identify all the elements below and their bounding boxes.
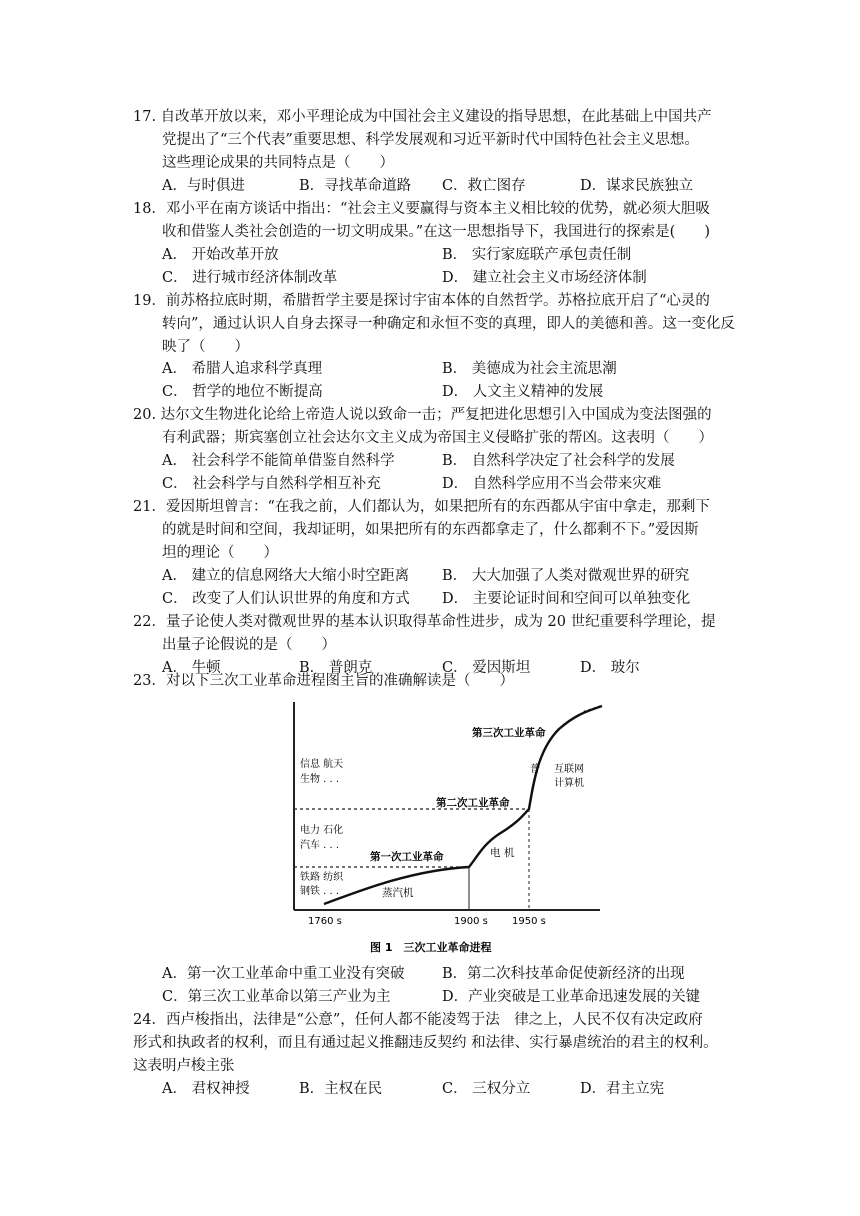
left-label-third-2: 生物 . . . [300,774,340,785]
q22-option-c: C． 爱因斯坦 [442,660,531,676]
q24-option-b: B．主权在民 [299,1081,383,1097]
q19-option-b: B． 美德成为社会主流思潮 [442,361,617,377]
q19-option-c: C． 哲学的地位不断提高 [162,384,323,400]
q18-option-d: D． 建立社会主义市场经济体制 [442,270,647,286]
q17-line-2: 党提出了“三个代表”重要思想、科学发展观和习近平新时代中国特色社会主义思想。 [162,132,699,148]
q21-option-b: B． 大大加强了人类对微观世界的研究 [442,568,690,584]
q18-line-1: 18．邓小平在南方谈话中指出：“社会主义要赢得与资本主义相比较的优势，就必须大胆吸 [133,201,710,217]
q22-option-a: A． 牛顿 [162,660,221,676]
q21-option-d: D． 主要论证时间和空间可以单独变化 [442,591,691,607]
q17-option-c: C．救亡图存 [442,178,526,194]
q22-option-b: B． 普朗克 [299,660,373,676]
q17-option-d: D．谋求民族独立 [580,178,694,194]
q23-option-c: C．第三次工业革命以第三产业为主 [162,989,391,1005]
left-label-third-1: 信息 航天 [300,759,344,770]
label-motor: 电 机 [490,847,515,859]
q20-option-b: B． 自然科学决定了社会科学的发展 [442,453,675,469]
q22-line-2: 出量子论假说的是（ ） [162,637,336,653]
q18-option-b: B． 实行家庭联产承包责任制 [442,247,632,263]
q20-line-2: 有利武器；斯宾塞创立社会达尔文主义成为帝国主义侵略扩张的帮凶。这表明（ ） [162,430,713,446]
q21-option-a: A． 建立的信息网络大大缩小时空距离 [162,568,410,584]
industrial-revolution-figure [284,694,614,962]
q20-option-c: C． 社会科学与自然科学相互补充 [162,476,381,492]
q19-option-d: D． 人文主义精神的发展 [442,384,604,400]
q23-option-a: A．第一次工业革命中重工业没有突破 [162,966,405,982]
left-label-first-2: 钢铁 . . . [300,886,340,897]
q20-option-d: D． 自然科学应用不当会带来灾难 [442,476,662,492]
left-label-second-2: 汽车 . . . [300,840,340,851]
q23-option-d: D．产业突破是工业革命迅速发展的关键 [442,989,701,1005]
x-tick-1760: 1760 s [308,916,342,927]
q21-line-1: 21．爱因斯坦曾言：“在我之前，人们都认为，如果把所有的东西都从宇宙中拿走，那剩下 [133,499,710,515]
q21-line-3: 坦的理论（ ） [162,545,278,561]
x-tick-1900: 1900 s [454,916,488,927]
q18-option-a: A． 开始改革开放 [162,247,279,263]
q17-line-3: 这些理论成果的共同特点是（ ） [162,155,394,171]
figure-caption: 图 1 三次工业革命进程 [370,941,492,954]
q22-option-d: D． 玻尔 [580,660,640,676]
q23-option-b: B．第二次科技革命促使新经济的出现 [442,966,685,982]
q22-line-1: 22．量子论使人类对微观世界的基本认识取得革命性进步，成为 20 世纪重要科学理论，提 [133,614,716,630]
q24-line-1: 24．西卢梭指出，法律是“公意”，任何人都不能凌驾于法 律之上，人民不仅有决定政府 [133,1012,703,1028]
q20-option-a: A． 社会科学不能简单借鉴自然科学 [162,453,395,469]
q18-line-2: 收和借鉴人类社会创造的一切文明成果。”在这一思想指导下，我国进行的探索是( ) [162,224,710,240]
label-second-revolution: 第二次工业革命 [436,797,510,809]
label-computer: 计算机 [554,778,584,789]
left-label-first-1: 铁路 纺织 [300,872,344,883]
q18-option-c: C． 进行城市经济体制改革 [162,270,338,286]
q24-line-3: 这表明卢梭主张 [133,1058,235,1074]
label-steam-engine: 蒸汽机 [382,887,414,899]
label-internet: 互联网 [554,764,584,775]
q24-option-d: D．君主立宪 [580,1081,665,1097]
q24-option-a: A． 君权神授 [162,1081,250,1097]
q19-line-1: 19．前苏格拉底时期，希腊哲学主要是探讨宇宙本体的自然哲学。苏格拉底开启了“心灵的 [133,293,710,309]
q20-line-1: 20. 达尔文生物进化论给上帝造人说以致命一击；严复把进化思想引入中国成为变法图强的 [133,407,712,423]
label-third-revolution: 第三次工业革命 [472,727,546,739]
q21-option-c: C． 改变了人们认识世界的角度和方式 [162,591,410,607]
q24-option-c: C． 三权分立 [442,1081,531,1097]
q19-option-a: A． 希腊人追求科学真理 [162,361,323,377]
q23-line-1: 23．对以下三次工业革命进程图主旨的准确解读是（ ） [133,673,514,689]
label-partial-char: 普 [530,764,540,775]
label-first-revolution: 第一次工业革命 [370,851,444,863]
q24-line-2: 形式和执政者的权利，而且有通过起义推翻违反契约 和法律、实行暴虐统治的君主的权利。 [133,1035,718,1051]
q19-line-2: 转向”，通过认识人自身去探寻一种确定和永恒不变的真理，即人的美德和善。这一变化反 [162,316,735,332]
x-tick-1950: 1950 s [512,916,546,927]
left-label-second-1: 电力 石化 [300,825,344,836]
q17-line-1: 17. 自改革开放以来，邓小平理论成为中国社会主义建设的指导思想，在此基础上中国共产 [133,109,712,125]
q17-option-a: A．与时俱进 [162,178,245,194]
q19-line-3: 映了（ ） [162,339,249,355]
q17-option-b: B．寻找革命道路 [299,178,412,194]
q21-line-2: 的就是时间和空间，我却证明，如果把所有的东西都拿走了，什么都剩不下。”爱因斯 [162,522,699,538]
